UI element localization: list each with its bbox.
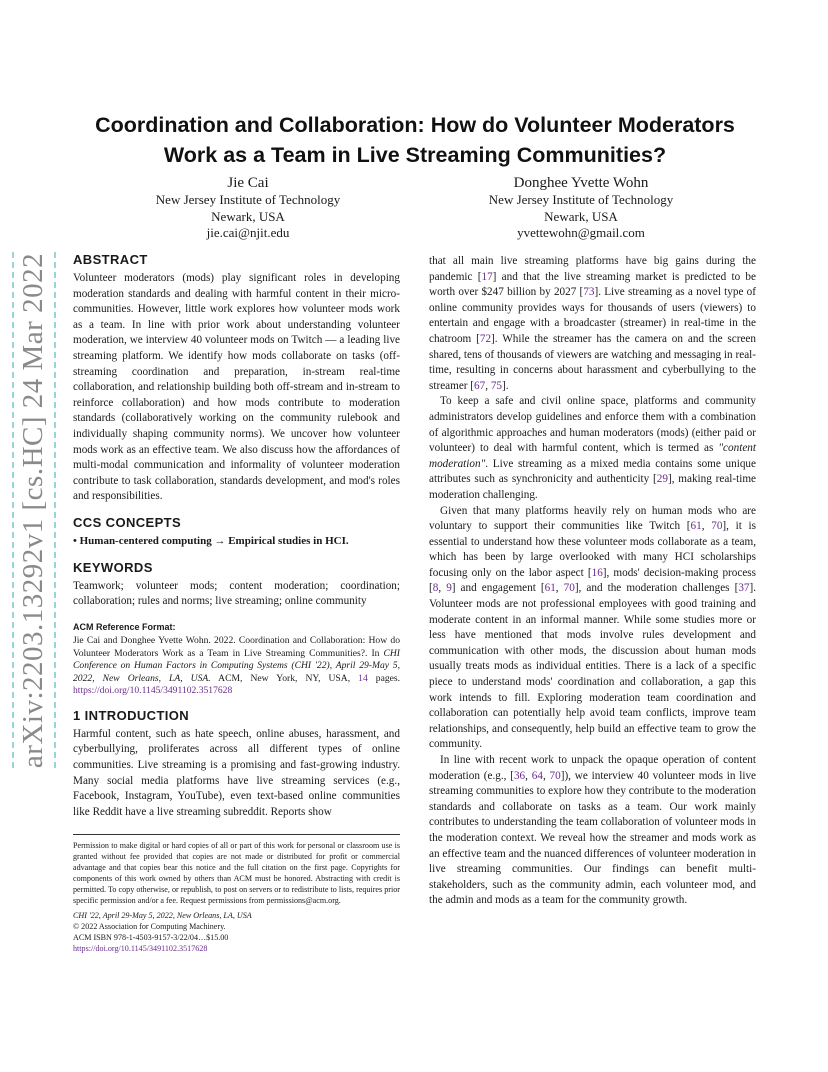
paragraph-text: , — [485, 379, 491, 392]
paragraph-text: , — [542, 769, 550, 782]
author-block-2 — [446, 174, 716, 242]
paragraph-text: ], making real-time moderation challenging. — [429, 473, 756, 501]
keywords-heading: KEYWORDS — [73, 559, 153, 575]
paper-title-line-1: Coordination and Collaboration: How do Volunteer Moderators — [95, 113, 735, 137]
ccs-heading: CCS CONCEPTS — [73, 514, 182, 530]
paper-title — [70, 110, 760, 170]
citation-link[interactable]: 70 — [711, 520, 723, 533]
paragraph-text: ]), we interview 40 volunteer mods in live streaming communities to explore how they contribute to the moderation standards and collaborate on tasks as a team. Our work mainly contributes to understanding the team collaboration of volunteer mods in the moderation context. We reveal how the streamer and mods work as an effective team and the nuanced differences of volunteer moderation in live streaming communities. Our findings can benefit multi-stakeholders, such as the community admin, each volunteer mod, and the admin and mods as a team for the community growth. — [429, 769, 757, 907]
citation-link[interactable]: 67 — [474, 379, 486, 392]
paragraph-text: . Live streaming as a mixed media contains some unique attributes such as synchronicity and authenticity [ — [429, 457, 756, 486]
intro-paragraph-4 — [429, 753, 756, 909]
acm-reference-pages-link[interactable]: 14 — [358, 672, 368, 684]
isbn-line: ACM ISBN 978-1-4503-9157-3/22/04…$15.00 — [73, 932, 229, 942]
acm-reference-venue: CHI Conference on Human Factors in Computing Systems (CHI '22), April 29-May 5, 2022, New Orleans, LA, USA. — [73, 647, 400, 684]
citation-link[interactable]: 61 — [690, 520, 702, 533]
paragraph-text: Given that many platforms heavily rely on human mods who are voluntary to support their communities like Twitch [ — [429, 504, 756, 533]
paragraph-text: , — [438, 582, 447, 595]
acm-reference-part: ACM, New York, NY, USA, — [210, 672, 359, 684]
acm-reference-doi-link[interactable]: https://doi.org/10.1145/3491102.3517628 — [73, 685, 233, 697]
arxiv-identifier-stamp — [12, 252, 56, 768]
citation-link[interactable]: 9 — [446, 582, 452, 595]
right-column — [429, 254, 756, 909]
introduction-text: Harmful content, such as hate speech, online abuses, harassment, and cyberbullying, proliferates across all different types of online communities. Live streaming is a promising and fast-growing industry. Many social media platforms have live streaming services (e.g., Facebook, Instagram, YouTube), even text-based online communities like Reddit have a live streaming subreddit. Reports show — [73, 727, 400, 818]
emphasized-term: "content moderation" — [429, 442, 756, 470]
introduction-heading: 1 INTRODUCTION — [73, 707, 190, 723]
paragraph-text: In line with recent work to unpack the opaque operation of content moderation (e.g., [ — [429, 754, 756, 782]
intro-paragraph-1 — [429, 254, 756, 394]
citation-link[interactable]: 36 — [513, 769, 526, 782]
author-block-1 — [113, 174, 383, 242]
citation-link[interactable]: 61 — [544, 582, 556, 595]
acm-reference-part: pages. — [367, 672, 401, 684]
author-affiliation: New Jersey Institute of Technology — [488, 192, 674, 207]
author-name: Jie Cai — [227, 175, 269, 191]
citation-link[interactable]: 70 — [549, 769, 561, 782]
author-email[interactable]: yvettewohn@gmail.com — [517, 225, 645, 240]
arxiv-identifier: arXiv:2203.13292v1 [cs.HC] 24 Mar 2022 — [17, 252, 50, 768]
intro-paragraph-2 — [429, 394, 756, 503]
paragraph-text: ] and engagement [ — [451, 582, 545, 595]
abstract-heading: ABSTRACT — [73, 252, 148, 267]
keywords-text: Teamwork; volunteer mods; content moderation; coordination; collaboration; rules and norms; live streaming; online community — [73, 579, 400, 608]
paper-title-line-2: Work as a Team in Live Streaming Communities? — [163, 143, 667, 167]
paragraph-text: ] and that the live streaming market is predicted to be worth over $247 billion by 2027 [ — [429, 270, 756, 299]
author-location: Newark, USA — [544, 208, 618, 224]
citation-link[interactable]: 37 — [738, 582, 750, 595]
permission-text: Permission to make digital or hard copies of all or part of this work for personal or classroom use is granted without fee provided that copies are not made or distributed for profit or commercial advantage and that copies bear this notice and the full citation on the first page. Copyrights for components of this work owned by others than ACM must be honored. Abstracting with credit is permitted. To copy otherwise, or republish, to post on servers or to redistribute to lists, requires prior specific permission and/or a fee. Request permissions from permissions@acm.org. — [73, 841, 400, 906]
acm-reference-part: Jie Cai and Donghee Yvette Wohn. 2022. Coordination and Collaboration: How do Volunteer Moderators Work as a Team in Live Streaming Communities?. In — [73, 635, 400, 659]
citation-link[interactable]: 73 — [583, 286, 595, 299]
author-location: Newark, USA — [211, 208, 285, 224]
author-affiliation: New Jersey Institute of Technology — [155, 192, 341, 207]
paragraph-text: ]. Volunteer mods are not professional employees with good training and moderate content in an informal manner. While some studies more or less have mentioned that mods involve rules development and communication with other mods, the discussion about human mods usually treats mods as individual entities. There is a lack of a specific piece to understand mods' coordination and collaboration, a gap this work intends to fill. Exploring moderation team coordination and collaboration can potentially help avoid team conflicts, improve team relationships, and consequently, help build an effective team to grow the community. — [429, 582, 757, 751]
left-column — [73, 252, 400, 820]
paragraph-text: ], mods' decision-making process [ — [429, 566, 757, 595]
citation-link[interactable]: 75 — [490, 379, 503, 392]
paragraph-text: that all main live streaming platforms have big gains during the pandemic [ — [429, 255, 756, 283]
citation-link[interactable]: 72 — [479, 332, 492, 345]
permission-footnote — [73, 834, 400, 954]
citation-link[interactable]: 8 — [432, 582, 439, 595]
abstract-text: Volunteer moderators (mods) play significant roles in developing moderation standards and dealing with harmful content in their micro-communities. However, little work explores how volunteer mods work as a team. In line with prior work about understanding volunteer moderation, we interview 40 volunteer mods on Twitch — a leading live streaming platform. We identify how mods collaborate on tasks (off-streaming coordination and preparation, in-stream real-time collaboration, and relationship building both off-stream and in-stream to reinforce collaboration) and how mods contribute to moderation standards (collaboratively working on the community rulebook and individually shaping community norms). We uncover how volunteer mods work as an effective team. We also discuss how the affordances of multi-modal communication and informality of volunteer moderation contribute to task collaboration, standards development, and mod's roles and responsibilities. — [73, 272, 400, 503]
conference-text: CHI '22, April 29-May 5, 2022, New Orleans, LA, USA — [73, 910, 252, 920]
ccs-concepts: • Human-centered computing → Empirical studies in HCI. — [73, 534, 349, 547]
paragraph-text: ]. — [502, 379, 509, 392]
conference-line — [73, 910, 400, 921]
intro-paragraph-3 — [429, 504, 756, 754]
citation-link[interactable]: 17 — [481, 270, 493, 283]
footnote-doi-link[interactable]: https://doi.org/10.1145/3491102.3517628 — [73, 943, 208, 953]
paragraph-text: ], it is essential to understand how these volunteer mods collaborate as a team, which has been by large overlooked with many HCI scholarships focusing only on the labor aspect [ — [429, 520, 757, 579]
paragraph-text: ]. While the streamer has the camera on and the screen shared, tens of thousands of viewers are watching and messaging in real-time, resulting in concerns about harassment and cyberbullying to the streamer [ — [429, 332, 756, 392]
paragraph-text: To keep a safe and civil online space, platforms and community administrators develop guidelines and enforce them with a combination of algorithmic approaches and human moderators (mods) (either paid or volunteer) to deal with harmful content, which is termed as — [429, 395, 756, 455]
paragraph-text: , — [525, 769, 532, 782]
acm-reference-heading: ACM Reference Format: — [73, 621, 176, 632]
citation-link[interactable]: 70 — [563, 582, 575, 595]
citation-link[interactable]: 64 — [531, 769, 543, 782]
paragraph-text: ], and the moderation challenges [ — [574, 582, 739, 595]
paragraph-text: , — [555, 582, 564, 595]
acm-reference-text — [73, 635, 400, 698]
citation-link[interactable]: 29 — [656, 473, 668, 486]
author-name: Donghee Yvette Wohn — [513, 175, 649, 191]
paragraph-text: ]. Live streaming as a novel type of online community provides ways for thousands of users (viewers) to entertain and engage with a broadcaster (streamer) in real-time in the chatroom [ — [429, 286, 756, 345]
author-email[interactable]: jie.cai@njit.edu — [206, 225, 290, 240]
copyright-line: © 2022 Association for Computing Machinery. — [73, 921, 226, 931]
citation-link[interactable]: 16 — [591, 566, 603, 579]
paragraph-text: , — [701, 520, 712, 533]
